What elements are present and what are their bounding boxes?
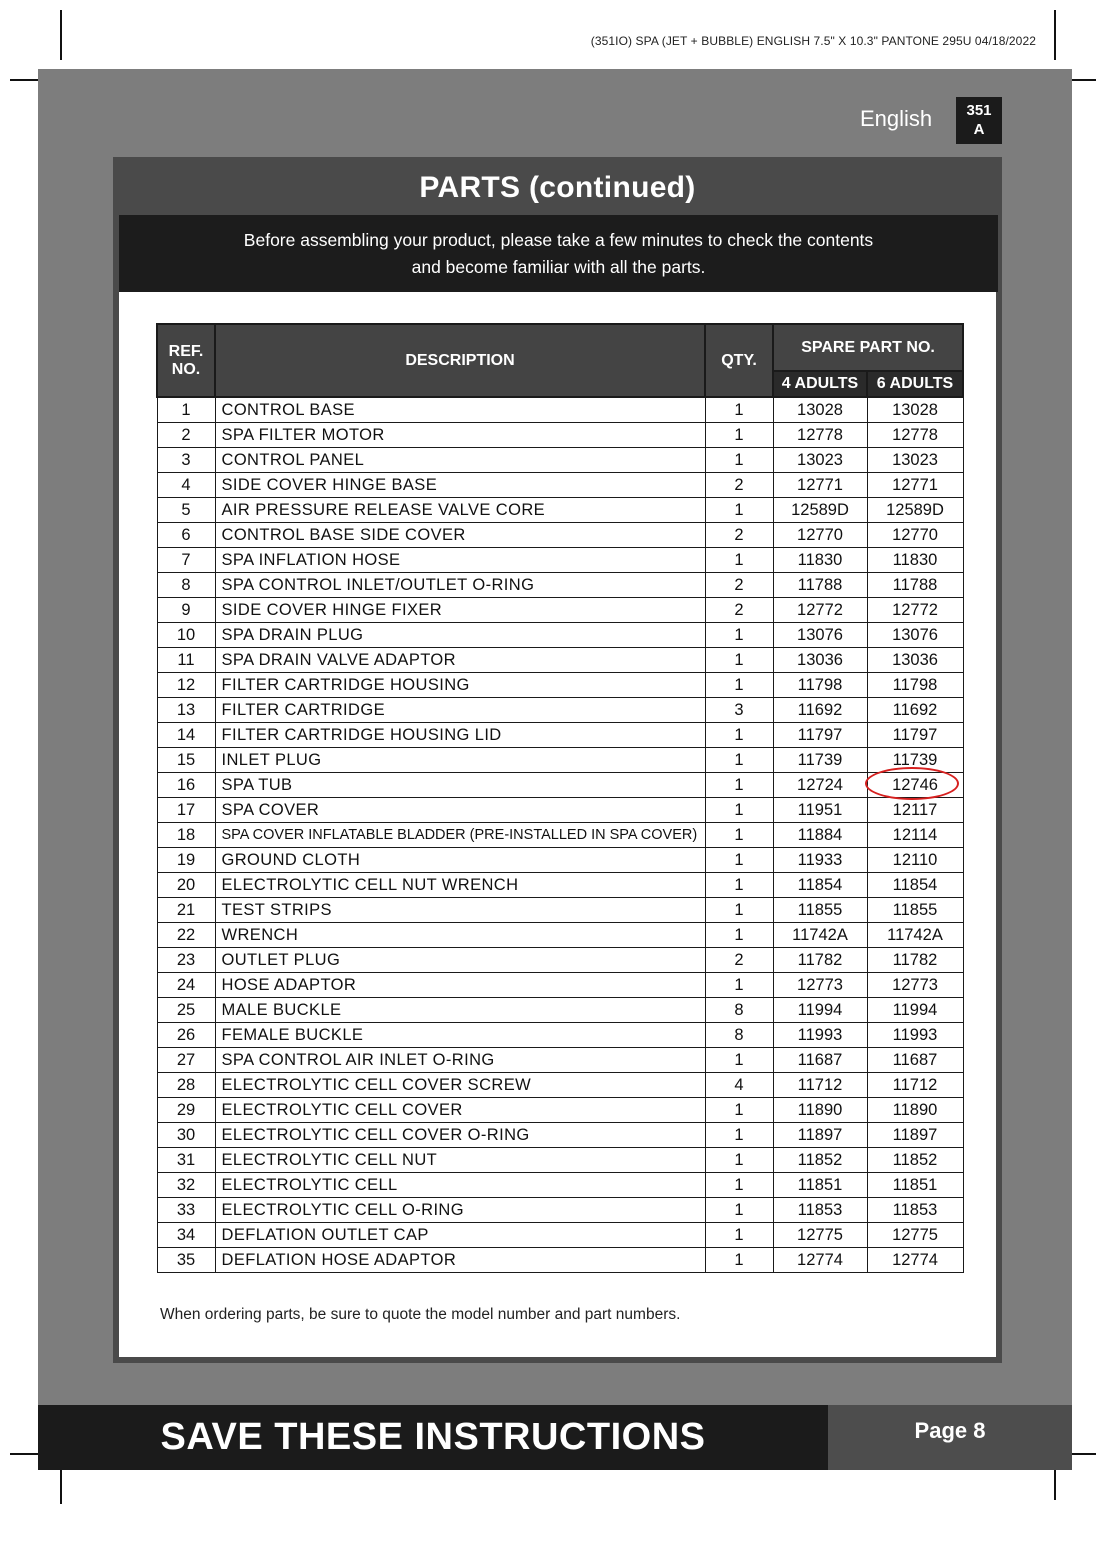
part-4-adults-cell: 11788 [773,573,867,598]
description-cell: ELECTROLYTIC CELL NUT WRENCH [215,873,705,898]
part-4-adults-cell: 11852 [773,1148,867,1173]
description-cell: FILTER CARTRIDGE [215,698,705,723]
ref-cell: 7 [157,548,215,573]
table-row [157,998,963,1023]
part-4-adults-cell: 11797 [773,723,867,748]
table-row [157,673,963,698]
language-code-number: 351 [966,102,992,119]
description-cell: SPA FILTER MOTOR [215,423,705,448]
ref-cell: 33 [157,1198,215,1223]
table-row [157,448,963,473]
section-title: PARTS (continued) [419,171,696,204]
part-6-adults-cell: 12746 [867,773,963,798]
table-row [157,473,963,498]
description-cell: TEST STRIPS [215,898,705,923]
description-cell: MALE BUCKLE [215,998,705,1023]
ref-cell: 26 [157,1023,215,1048]
part-6-adults-cell: 12114 [867,823,963,848]
table-row [157,923,963,948]
save-instructions-banner: SAVE THESE INSTRUCTIONS [38,1405,828,1470]
part-6-adults-cell: 11797 [867,723,963,748]
table-row [157,397,963,423]
qty-cell: 1 [705,1198,773,1223]
ref-cell: 19 [157,848,215,873]
part-6-adults-cell: 11739 [867,748,963,773]
part-6-adults-cell: 13076 [867,623,963,648]
description-cell: FEMALE BUCKLE [215,1023,705,1048]
qty-cell: 8 [705,998,773,1023]
table-row [157,648,963,673]
qty-cell: 1 [705,848,773,873]
qty-cell: 1 [705,623,773,648]
ref-cell: 34 [157,1223,215,1248]
ref-cell: 12 [157,673,215,698]
part-6-adults-cell: 12778 [867,423,963,448]
part-6-adults-cell: 11851 [867,1173,963,1198]
ref-cell: 13 [157,698,215,723]
part-6-adults-cell: 11854 [867,873,963,898]
language-label: English [860,106,933,131]
qty-cell: 1 [705,498,773,523]
part-4-adults-cell: 11853 [773,1198,867,1223]
part-4-adults-cell: 12772 [773,598,867,623]
description-cell: ELECTROLYTIC CELL O-RING [215,1198,705,1223]
description-cell: SPA CONTROL AIR INLET O-RING [215,1048,705,1073]
description-cell: HOSE ADAPTOR [215,973,705,998]
description-cell: SPA DRAIN VALVE ADAPTOR [215,648,705,673]
header-4-adults: 4 ADULTS [773,371,867,397]
description-cell: ELECTROLYTIC CELL NUT [215,1148,705,1173]
ref-cell: 25 [157,998,215,1023]
header-description: DESCRIPTION [215,324,705,397]
header-6-adults: 6 ADULTS [867,371,963,397]
description-cell: SIDE COVER HINGE FIXER [215,598,705,623]
part-6-adults-cell: 11798 [867,673,963,698]
part-4-adults-cell: 13036 [773,648,867,673]
ref-cell: 16 [157,773,215,798]
part-6-adults-cell: 13028 [867,397,963,423]
table-row [157,1148,963,1173]
part-4-adults-cell: 12589D [773,498,867,523]
part-4-adults-cell: 11854 [773,873,867,898]
qty-cell: 2 [705,523,773,548]
part-6-adults-cell: 11853 [867,1198,963,1223]
description-cell: SPA CONTROL INLET/OUTLET O-RING [215,573,705,598]
intro-banner [119,215,998,292]
ref-cell: 23 [157,948,215,973]
part-6-adults-cell: 12771 [867,473,963,498]
part-6-adults-cell: 11897 [867,1123,963,1148]
part-4-adults-cell: 11890 [773,1098,867,1123]
part-6-adults-cell: 11687 [867,1048,963,1073]
part-4-adults-cell: 12773 [773,973,867,998]
ref-cell: 5 [157,498,215,523]
part-6-adults-cell: 11830 [867,548,963,573]
table-row [157,773,963,798]
qty-cell: 1 [705,1148,773,1173]
ref-cell: 15 [157,748,215,773]
table-row [157,1248,963,1273]
part-4-adults-cell: 11798 [773,673,867,698]
description-cell: DEFLATION OUTLET CAP [215,1223,705,1248]
ref-cell: 24 [157,973,215,998]
table-row [157,848,963,873]
part-4-adults-cell: 12778 [773,423,867,448]
part-4-adults-cell: 11897 [773,1123,867,1148]
qty-cell: 2 [705,473,773,498]
part-4-adults-cell: 11712 [773,1073,867,1098]
ref-cell: 2 [157,423,215,448]
description-cell: ELECTROLYTIC CELL [215,1173,705,1198]
ref-cell: 1 [157,397,215,423]
qty-cell: 1 [705,673,773,698]
description-cell: OUTLET PLUG [215,948,705,973]
table-row [157,948,963,973]
qty-cell: 2 [705,573,773,598]
qty-cell: 1 [705,773,773,798]
qty-cell: 1 [705,923,773,948]
ref-cell: 30 [157,1123,215,1148]
part-4-adults-cell: 11884 [773,823,867,848]
table-row [157,723,963,748]
part-4-adults-cell: 13028 [773,397,867,423]
part-4-adults-cell: 11851 [773,1173,867,1198]
description-cell: GROUND CLOTH [215,848,705,873]
highlight-circle [865,767,959,800]
ref-cell: 3 [157,448,215,473]
ref-cell: 8 [157,573,215,598]
description-cell: WRENCH [215,923,705,948]
table-row [157,798,963,823]
table-row [157,823,963,848]
ref-cell: 6 [157,523,215,548]
qty-cell: 1 [705,648,773,673]
ref-cell: 17 [157,798,215,823]
description-cell: ELECTROLYTIC CELL COVER SCREW [215,1073,705,1098]
description-cell: CONTROL BASE [215,397,705,423]
ref-cell: 31 [157,1148,215,1173]
description-cell: CONTROL BASE SIDE COVER [215,523,705,548]
part-4-adults-cell: 12775 [773,1223,867,1248]
table-row [157,1223,963,1248]
qty-cell: 1 [705,548,773,573]
page-number: Page 8 [828,1405,1072,1470]
part-4-adults-cell: 12771 [773,473,867,498]
description-cell: SPA TUB [215,773,705,798]
table-row [157,1048,963,1073]
ref-cell: 28 [157,1073,215,1098]
description-cell: FILTER CARTRIDGE HOUSING [215,673,705,698]
part-6-adults-cell: 11782 [867,948,963,973]
qty-cell: 1 [705,898,773,923]
qty-cell: 1 [705,748,773,773]
part-6-adults-cell: 12774 [867,1248,963,1273]
ref-cell: 10 [157,623,215,648]
description-cell: SIDE COVER HINGE BASE [215,473,705,498]
part-6-adults-cell: 11788 [867,573,963,598]
qty-cell: 1 [705,1173,773,1198]
part-6-adults-cell: 11890 [867,1098,963,1123]
description-cell: SPA COVER INFLATABLE BLADDER (PRE-INSTALLED IN SPA COVER) [215,823,705,848]
part-4-adults-cell: 11994 [773,998,867,1023]
crop-mark [1054,10,1056,60]
description-cell: ELECTROLYTIC CELL COVER [215,1098,705,1123]
qty-cell: 1 [705,823,773,848]
crop-mark [60,10,62,60]
intro-line: Before assembling your product, please take a few minutes to check the contents [243,230,874,250]
ref-cell: 14 [157,723,215,748]
part-6-adults-cell: 11855 [867,898,963,923]
part-4-adults-cell: 11692 [773,698,867,723]
table-row [157,1073,963,1098]
table-row [157,1098,963,1123]
header-spare-part-no: SPARE PART NO. [773,324,963,371]
table-row [157,548,963,573]
description-cell: INLET PLUG [215,748,705,773]
table-row [157,598,963,623]
crop-mark [60,1470,62,1504]
header-ref-no [157,324,215,397]
ref-cell: 4 [157,473,215,498]
part-4-adults-cell: 11739 [773,748,867,773]
part-6-adults-cell: 13036 [867,648,963,673]
qty-cell: 1 [705,1048,773,1073]
part-4-adults-cell: 12770 [773,523,867,548]
qty-cell: 2 [705,948,773,973]
part-4-adults-cell: 11933 [773,848,867,873]
qty-cell: 1 [705,973,773,998]
part-6-adults-cell: 12772 [867,598,963,623]
part-6-adults-cell: 11712 [867,1073,963,1098]
language-code-letter: A [973,121,985,138]
table-row [157,573,963,598]
part-4-adults-cell: 12724 [773,773,867,798]
ref-cell: 21 [157,898,215,923]
ref-cell: 35 [157,1248,215,1273]
qty-cell: 4 [705,1073,773,1098]
table-row [157,498,963,523]
table-row [157,523,963,548]
part-6-adults-cell: 11852 [867,1148,963,1173]
qty-cell: 1 [705,798,773,823]
qty-cell: 2 [705,598,773,623]
qty-cell: 1 [705,1098,773,1123]
part-6-adults-cell: 12770 [867,523,963,548]
table-row [157,698,963,723]
table-row [157,1023,963,1048]
part-6-adults-cell: 11994 [867,998,963,1023]
part-4-adults-cell: 11993 [773,1023,867,1048]
qty-cell: 1 [705,873,773,898]
table-row [157,1198,963,1223]
description-cell: AIR PRESSURE RELEASE VALVE CORE [215,498,705,523]
part-6-adults-cell: 12773 [867,973,963,998]
parts-table-body [157,397,963,1273]
qty-cell: 3 [705,698,773,723]
part-6-adults-cell: 11692 [867,698,963,723]
print-header: (351IO) SPA (JET + BUBBLE) ENGLISH 7.5" X 10.3" PANTONE 295U 04/18/2022 [590,34,1036,48]
ref-cell: 32 [157,1173,215,1198]
part-6-adults-cell: 12110 [867,848,963,873]
part-6-adults-cell: 12589D [867,498,963,523]
part-4-adults-cell: 11782 [773,948,867,973]
table-row [157,973,963,998]
qty-cell: 1 [705,397,773,423]
qty-cell: 1 [705,423,773,448]
table-row [157,748,963,773]
ref-cell: 20 [157,873,215,898]
description-cell: DEFLATION HOSE ADAPTOR [215,1248,705,1273]
part-4-adults-cell: 11830 [773,548,867,573]
header-ref-line: NO. [171,360,201,378]
part-6-adults-cell: 12117 [867,798,963,823]
ref-cell: 22 [157,923,215,948]
qty-cell: 1 [705,1123,773,1148]
part-4-adults-cell: 11951 [773,798,867,823]
description-cell: CONTROL PANEL [215,448,705,473]
ref-cell: 29 [157,1098,215,1123]
header-qty: QTY. [705,324,773,397]
table-row [157,623,963,648]
qty-cell: 8 [705,1023,773,1048]
part-6-adults-cell: 11993 [867,1023,963,1048]
language-code-badge [956,97,1002,144]
part-4-adults-cell: 11687 [773,1048,867,1073]
qty-cell: 1 [705,1248,773,1273]
part-6-adults-cell: 11742A [867,923,963,948]
description-cell: SPA INFLATION HOSE [215,548,705,573]
description-cell: SPA DRAIN PLUG [215,623,705,648]
ref-cell: 18 [157,823,215,848]
part-4-adults-cell: 12774 [773,1248,867,1273]
table-row [157,423,963,448]
description-cell: ELECTROLYTIC CELL COVER O-RING [215,1123,705,1148]
ref-cell: 11 [157,648,215,673]
table-row [157,873,963,898]
header-ref-line: REF. [168,342,204,360]
intro-line: and become familiar with all the parts. [411,257,706,277]
description-cell: SPA COVER [215,798,705,823]
part-4-adults-cell: 11742A [773,923,867,948]
qty-cell: 1 [705,448,773,473]
qty-cell: 1 [705,723,773,748]
qty-cell: 1 [705,1223,773,1248]
parts-table [156,323,964,1273]
part-6-adults-cell: 12775 [867,1223,963,1248]
description-cell: FILTER CARTRIDGE HOUSING LID [215,723,705,748]
ref-cell: 9 [157,598,215,623]
part-6-adults-cell: 13023 [867,448,963,473]
ref-cell: 27 [157,1048,215,1073]
ordering-note: When ordering parts, be sure to quote the model number and part numbers. [160,1306,681,1323]
part-4-adults-cell: 11855 [773,898,867,923]
crop-mark [1054,1470,1056,1500]
part-4-adults-cell: 13076 [773,623,867,648]
table-row [157,1123,963,1148]
table-row [157,898,963,923]
table-row [157,1173,963,1198]
part-4-adults-cell: 13023 [773,448,867,473]
